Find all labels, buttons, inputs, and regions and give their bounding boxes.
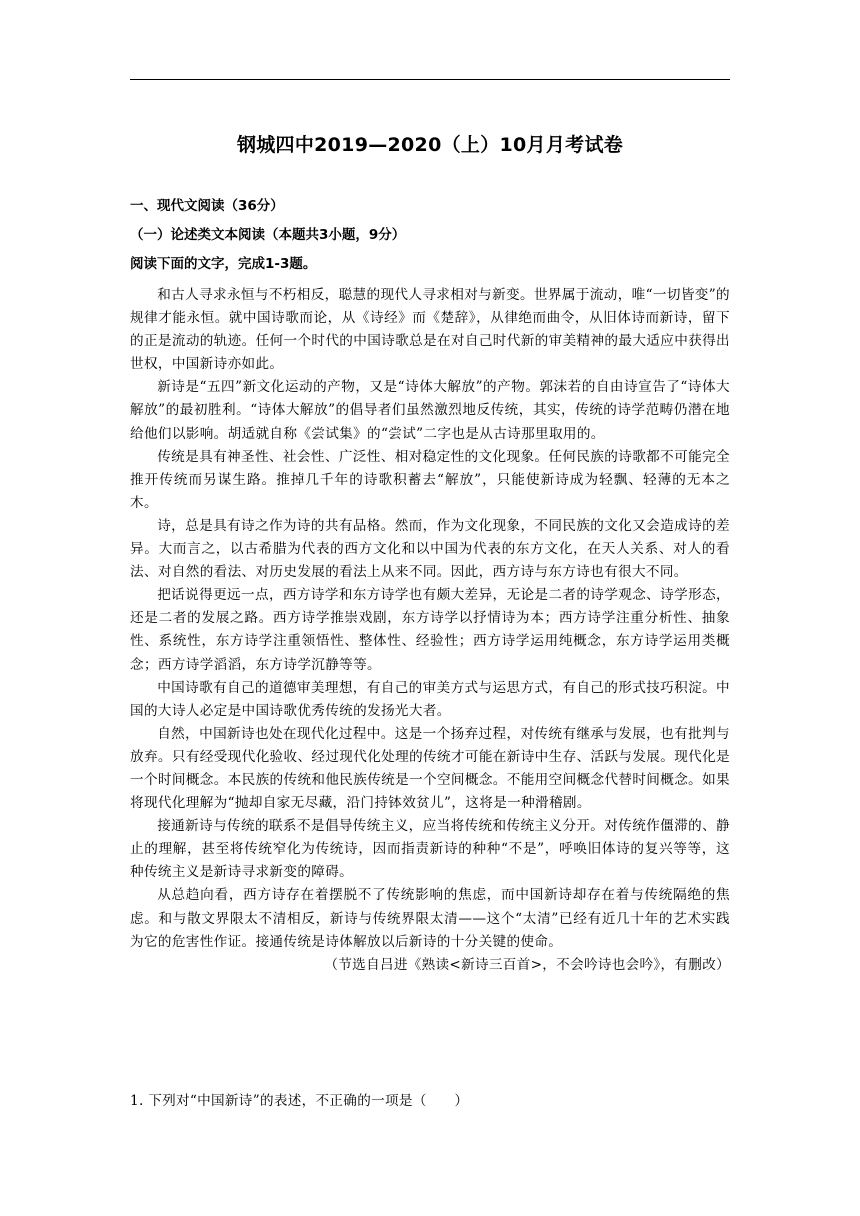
question-1: 1. 下列对“中国新诗”的表述，不正确的一项是（ ） <box>130 1093 469 1109</box>
passage-paragraph: 从总趋向看，西方诗存在着摆脱不了传统影响的焦虑，而中国新诗却存在着与传统隔绝的焦虑。和与散文界限太不清相反，新诗与传统界限太清——这个“太清”已经有近几十年的艺术实践为它的危害性作证。接通传统是诗体解放以后新诗的十分关键的使命。 <box>130 887 730 950</box>
header-rule <box>130 79 730 80</box>
reading-instruction: 阅读下面的文字，完成1-3题。 <box>130 256 317 272</box>
passage-paragraph: 接通新诗与传统的联系不是倡导传统主义，应当将传统和传统主义分开。对传统作僵滞的、静止的理解，甚至将传统窄化为传统诗，因而指责新诗的种种“不是”，呼唤旧体诗的复兴等等，这种传统主义是新诗寻求新变的障碍。 <box>130 818 730 881</box>
reading-passage <box>130 284 730 977</box>
passage-paragraph: 诗，总是具有诗之作为诗的共有品格。然而，作为文化现象，不同民族的文化又会造成诗的差异。大而言之，以古希腊为代表的西方文化和以中国为代表的东方文化，在天人关系、对人的看法、对自然的看法、对历史发展的看法上从来不同。因此，西方诗与东方诗也有很大不同。 <box>130 517 730 581</box>
passage-paragraph: 传统是具有神圣性、社会性、广泛性、相对稳定性的文化现象。任何民族的诗歌都不可能完全推开传统而另谋生路。推掉几千年的诗歌积蓄去“解放”，只能使新诗成为轻飘、轻薄的无本之木。 <box>130 448 730 511</box>
passage-paragraph: 中国诗歌有自己的道德审美理想，有自己的审美方式与运思方式，有自己的形式技巧积淀。中国的大诗人必定是中国诗歌优秀传统的发扬光大者。 <box>130 679 730 719</box>
passage-paragraph: 把话说得更远一点，西方诗学和东方诗学也有颇大差异，无论是二者的诗学观念、诗学形态，还是二者的发展之路。西方诗学推崇戏剧，东方诗学以抒情诗为本；西方诗学注重分析性、抽象性、系统性，东方诗学注重领悟性、整体性、经验性；西方诗学运用纯概念，东方诗学运用类概念；西方诗学滔滔，东方诗学沉静等等。 <box>130 587 730 673</box>
exam-title: 钢城四中2019—2020（上）10月月考试卷 <box>236 134 624 156</box>
passage-paragraph: 新诗是“五四”新文化运动的产物，又是“诗体大解放”的产物。郭沫若的自由诗宣告了“诗体大解放”的最初胜利。“诗体大解放”的倡导者们虽然激烈地反传统，其实，传统的诗学范畴仍潜在地给他们以影响。胡适就自称《尝试集》的“尝试”二字也是从古诗那里取用的。 <box>130 379 730 442</box>
section-heading: 一、现代文阅读（36分） <box>130 198 284 214</box>
passage-paragraph: 和古人寻求永恒与不朽相反，聪慧的现代人寻求相对与新变。世界属于流动，唯“一切皆变”的规律才能永恒。就中国诗歌而论，从《诗经》而《楚辞》，从律绝而曲令，从旧体诗而新诗，留下的正是流动的轨迹。任何一个时代的中国诗歌总是在对自己时代新的审美精神的最大适应中获得出世权，中国新诗亦如此。 <box>130 287 730 373</box>
passage-paragraph: 自然，中国新诗也处在现代化过程中。这是一个扬弃过程，对传统有继承与发展，也有批判与放弃。只有经受现代化验收、经过现代化处理的传统才可能在新诗中生存、活跃与发展。现代化是一个时间概念。本民族的传统和他民族传统是一个空间概念。不能用空间概念代替时间概念。如果将现代化理解为“抛却自家无尽藏，沿门持钵效贫儿”，这将是一种滑稽剧。 <box>130 725 730 812</box>
passage-source: （节选自吕进《熟读<新诗三百首>，不会吟诗也会吟》，有删改） <box>324 956 730 973</box>
subsection-heading: （一）论述类文本阅读（本题共3小题，9分） <box>130 227 406 243</box>
